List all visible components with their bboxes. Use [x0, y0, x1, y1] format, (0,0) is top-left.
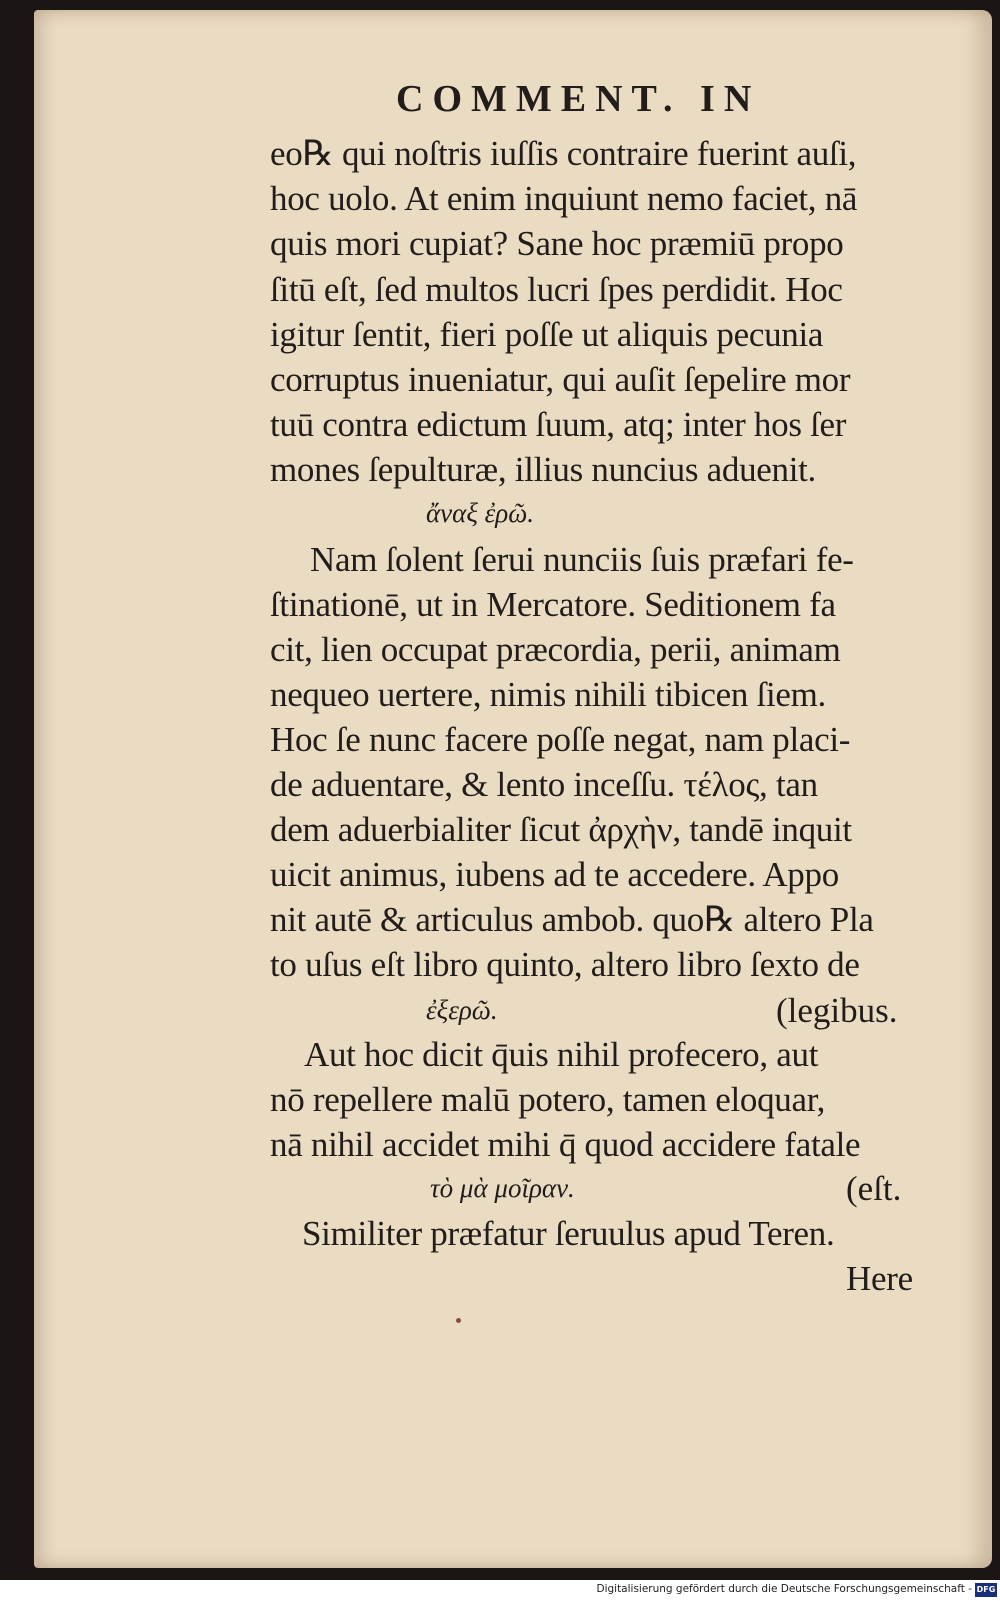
text-line-19: Aut hoc dicit q̄uis nihil profecero, aut: [304, 1035, 819, 1074]
text-line-7: tuū contra edictum ſuum, atq; inter hos ſer: [270, 405, 847, 444]
text-line-11: cit, lien occupat præcordia, perii, animam: [270, 630, 841, 669]
text-line-4: ſitū eſt, ſed multos lucri ſpes perdidit. Hoc: [270, 270, 843, 309]
text-line-22: Similiter præfatur ſeruulus apud Teren.: [302, 1214, 835, 1253]
text-line-8: mones ſepulturæ, illius nuncius aduenit.: [270, 450, 817, 489]
dfg-logo: DFG: [975, 1583, 997, 1597]
text-line-5: igitur ſentit, fieri poſſe ut aliquis pecunia: [270, 315, 824, 354]
text-line-9: Nam ſolent ſerui nunciis ſuis præfari fe-: [310, 540, 854, 579]
text-line-10: ſtinationē, ut in Mercatore. Seditionem fa: [270, 585, 836, 624]
text-line-21: nā nihil accidet mihi q̄ quod accidere fatale: [270, 1125, 861, 1164]
book-page: [34, 10, 992, 1568]
funding-credit: Digitalisierung gefördert durch die Deutsche Forschungsgemeinschaft -: [596, 1583, 972, 1595]
greek-lemma-2: ἐξερῶ.: [426, 995, 498, 1025]
turnover-legibus: (legibus.: [776, 991, 898, 1030]
running-head: COMMENT. IN: [396, 78, 761, 120]
catchword: Here: [846, 1259, 913, 1298]
turnover-est: (eſt.: [846, 1169, 902, 1208]
greek-lemma-3: τὸ μὰ μοῖραν.: [430, 1173, 575, 1203]
greek-lemma-1: ἄναξ ἐρῶ.: [426, 498, 535, 528]
text-line-13: Hoc ſe nunc facere poſſe negat, nam placi-: [270, 720, 851, 759]
text-line-1: eo℞ qui noſtris iuſſis contraire fuerint auſi,: [270, 134, 857, 173]
text-line-14: de aduentare, & lento inceſſu. τέλος, tan: [270, 765, 818, 804]
text-line-2: hoc uolo. At enim inquiunt nemo faciet, nā: [270, 179, 858, 218]
ink-spot: [456, 1318, 461, 1323]
text-line-17: nit autē & articulus ambob. quo℞ altero Pla: [270, 900, 874, 939]
text-line-12: nequeo uertere, nimis nihili tibicen ſiem.: [270, 675, 826, 714]
text-line-6: corruptus inueniatur, qui auſit ſepelire mor: [270, 360, 851, 399]
text-line-15: dem aduerbialiter ſicut ἀρχὴν, tandē inquit: [270, 810, 852, 849]
text-line-18: to uſus eſt libro quinto, altero libro ſexto de: [270, 945, 860, 984]
text-line-3: quis mori cupiat? Sane hoc præmiū propo: [270, 224, 844, 263]
footer-bar: [0, 1580, 1000, 1601]
text-line-20: nō repellere malū potero, tamen eloquar,: [270, 1080, 826, 1119]
text-line-16: uicit animus, iubens ad te accedere. Appo: [270, 855, 839, 894]
